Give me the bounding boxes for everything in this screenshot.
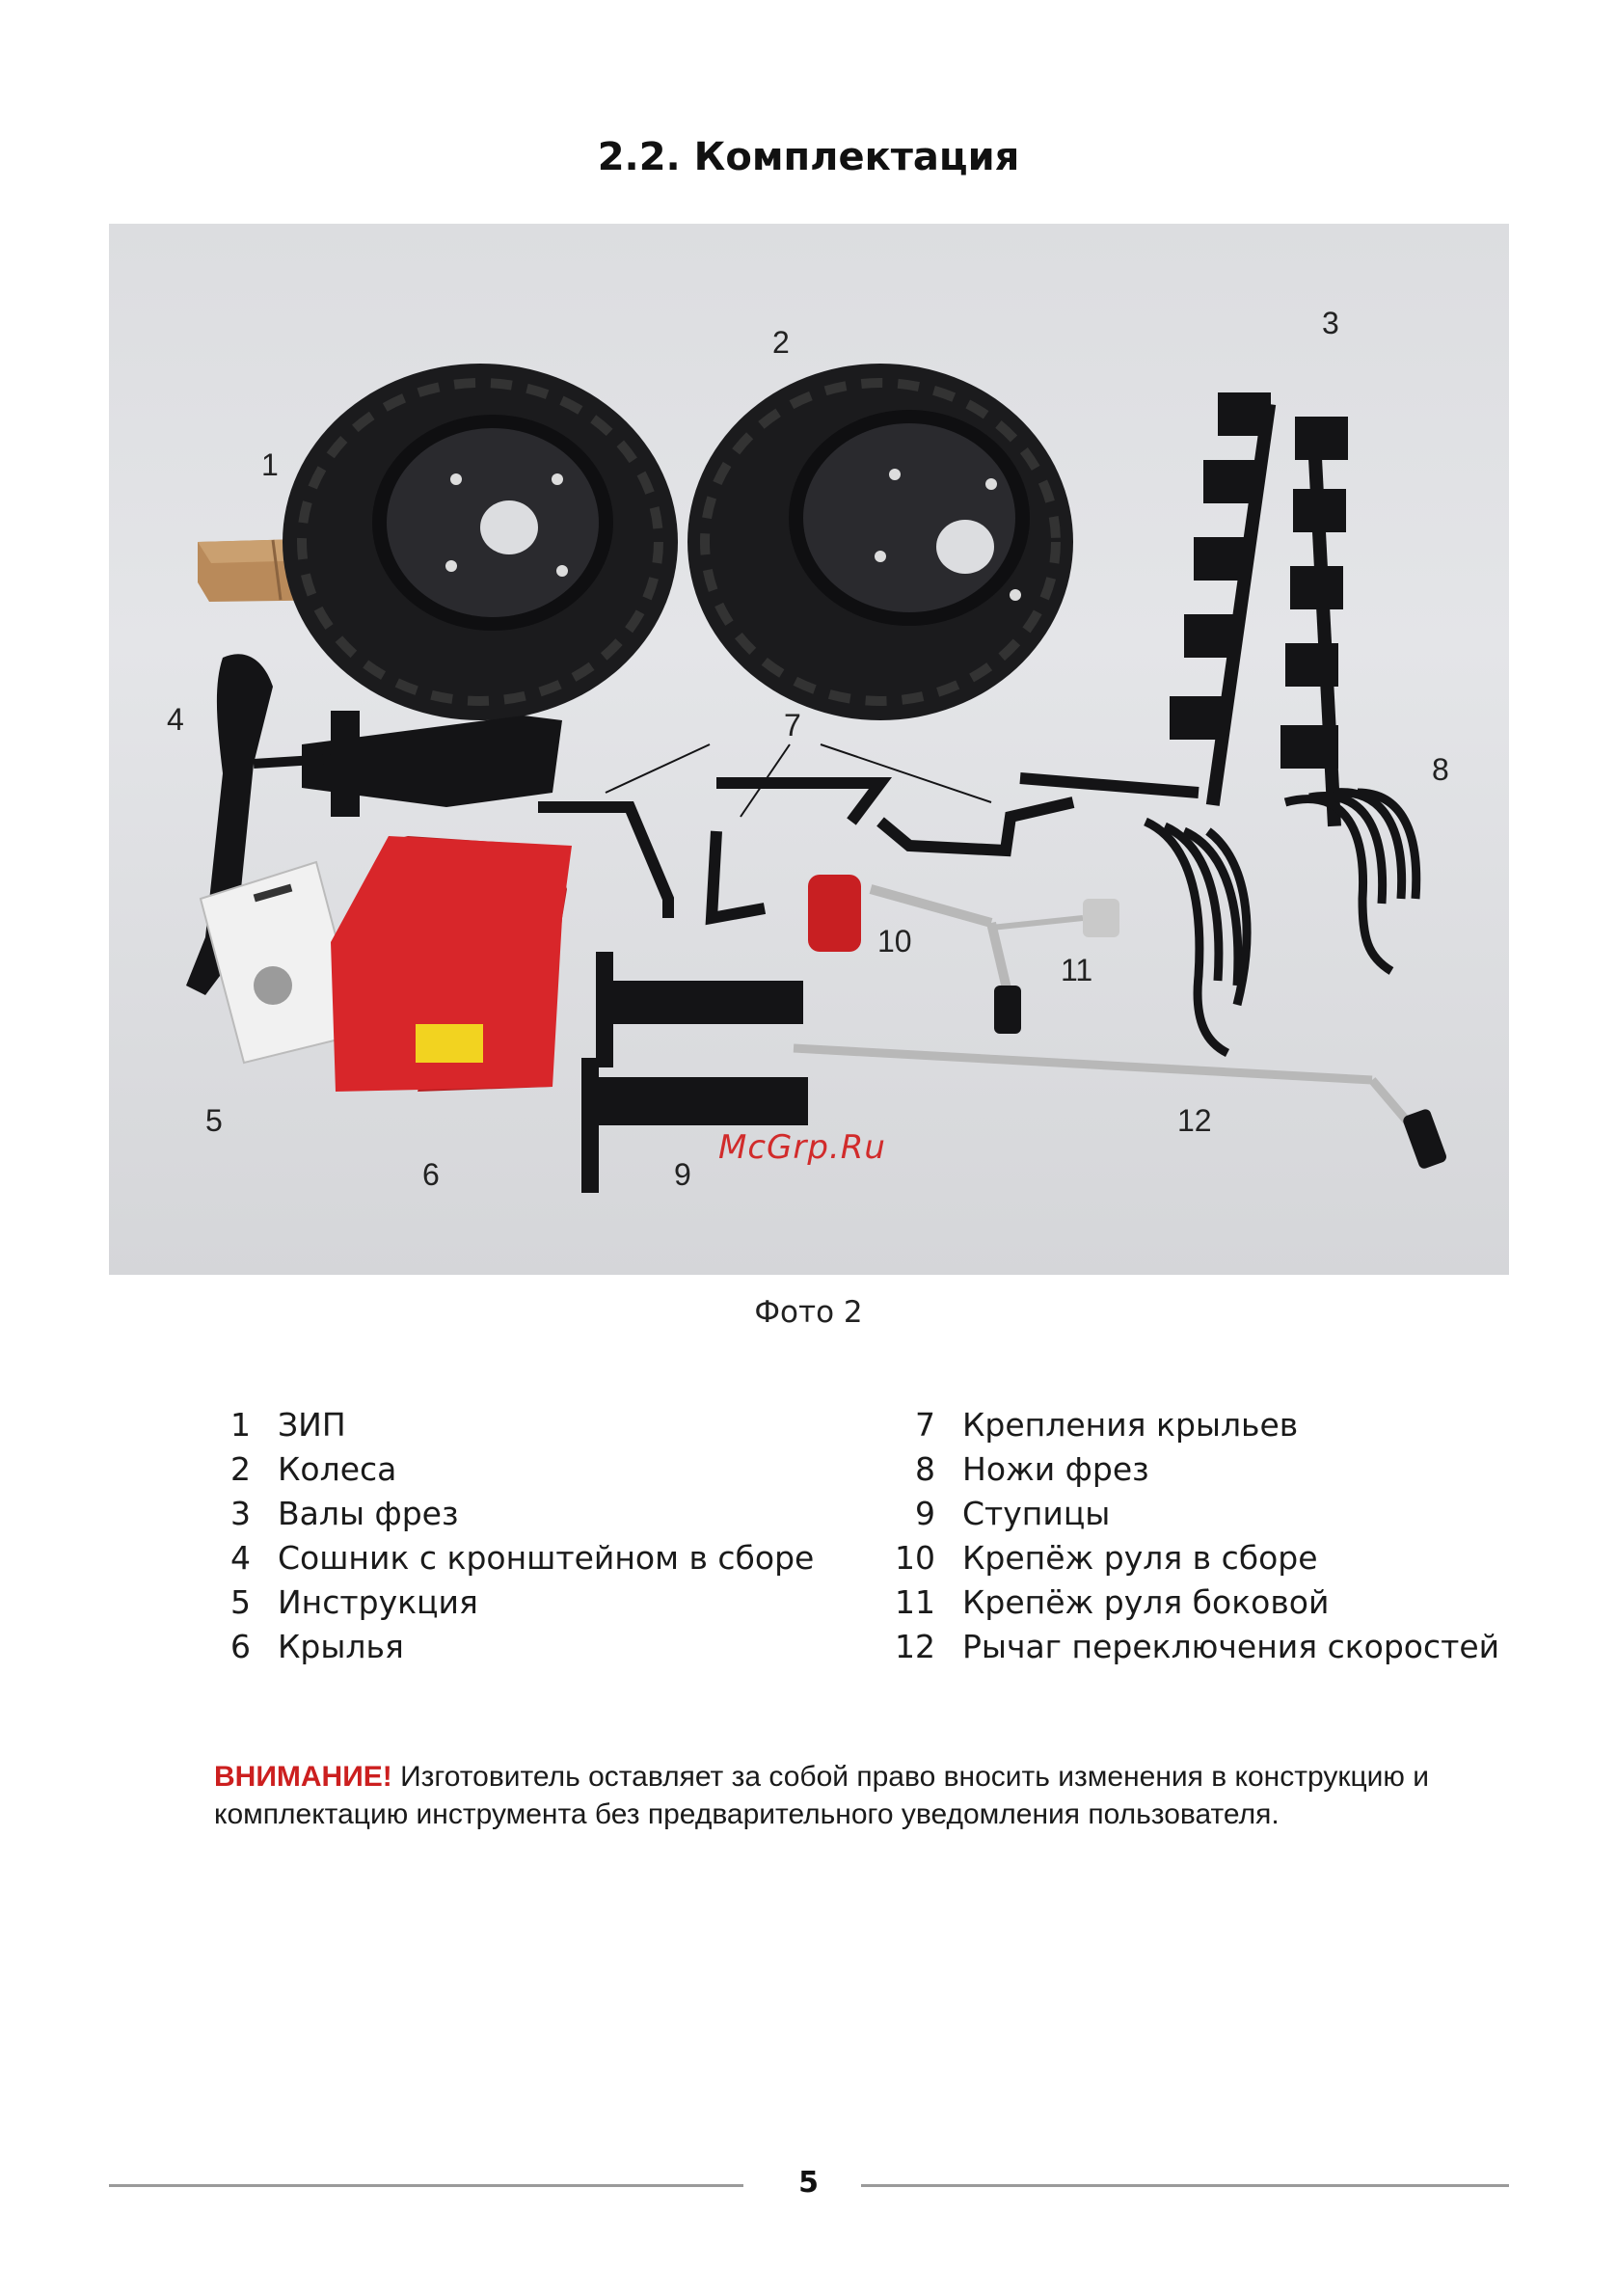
page-number: 5 (798, 2166, 819, 2200)
list-item (887, 1580, 1499, 1625)
item-number: 3 (230, 1495, 251, 1532)
item-label: Колеса (278, 1450, 397, 1488)
list-item (887, 1492, 1499, 1536)
item-label: Крепления крыльев (962, 1406, 1299, 1444)
list-item (887, 1403, 1499, 1447)
item-number: 8 (915, 1450, 935, 1488)
kit-photo-illustration (109, 224, 1509, 1275)
kit-photo (109, 224, 1509, 1275)
list-item (887, 1447, 1499, 1492)
item-number: 1 (230, 1406, 251, 1444)
callout-12: 12 (1177, 1103, 1212, 1138)
item-label: Инструкция (278, 1583, 478, 1621)
wheel-right (687, 364, 1073, 720)
gear-shift-lever (794, 1048, 1448, 1170)
item-label: Рычаг переключения скоростей (962, 1628, 1500, 1665)
list-item (202, 1580, 814, 1625)
item-number: 11 (895, 1583, 935, 1621)
callout-6: 6 (422, 1157, 440, 1192)
list-item (202, 1447, 814, 1492)
item-number: 6 (230, 1628, 251, 1665)
section-title: 2.2. Комплектация (597, 135, 1020, 179)
item-label: Сошник с кронштейном в сборе (278, 1539, 815, 1577)
components-list-right (887, 1403, 1499, 1669)
footer-rule-right (861, 2184, 1509, 2187)
red-fender (331, 836, 572, 1092)
callout-4: 4 (167, 702, 184, 737)
item-label: Валы фрез (278, 1495, 459, 1532)
callout-1: 1 (261, 447, 279, 482)
callout-11: 11 (1061, 953, 1093, 987)
warning-notice (214, 1758, 1506, 1833)
callout-10: 10 (877, 924, 912, 959)
photo-caption: Фото 2 (754, 1295, 863, 1330)
components-list-left (202, 1403, 814, 1669)
wheel-left (283, 364, 678, 720)
list-item (887, 1536, 1499, 1580)
callout-7: 7 (784, 708, 801, 743)
watermark: McGrp.Ru (718, 1128, 886, 1167)
list-item (202, 1403, 814, 1447)
item-number: 7 (915, 1406, 935, 1444)
item-number: 2 (230, 1450, 251, 1488)
list-item (202, 1492, 814, 1536)
callout-9: 9 (674, 1157, 691, 1192)
item-number: 4 (230, 1539, 251, 1577)
item-number: 10 (895, 1539, 935, 1577)
list-item (202, 1536, 814, 1580)
item-label: Ступицы (962, 1495, 1111, 1532)
warning-text: Изготовитель оставляет за собой право вносить изменения в конструкцию и комплектацию инструмента без предварительного уведомления пользователя. (214, 1761, 1429, 1830)
item-label: Крепёж руля в сборе (962, 1539, 1318, 1577)
list-item (887, 1625, 1499, 1669)
item-label: ЗИП (278, 1406, 346, 1444)
warning-label: ВНИМАНИЕ! (214, 1761, 392, 1793)
item-number: 12 (895, 1628, 935, 1665)
callout-5: 5 (205, 1103, 223, 1138)
side-bracket (991, 899, 1119, 937)
item-number: 5 (230, 1583, 251, 1621)
tiller-blades (1145, 793, 1416, 1053)
list-item (202, 1625, 814, 1669)
item-label: Ножи фрез (962, 1450, 1149, 1488)
item-label: Крылья (278, 1628, 404, 1665)
item-number: 9 (915, 1495, 935, 1532)
item-label: Крепёж руля боковой (962, 1583, 1330, 1621)
callout-2: 2 (772, 325, 790, 360)
callout-3: 3 (1322, 306, 1339, 340)
handlebar-bracket (808, 875, 1021, 1034)
tiller-shafts (1170, 392, 1348, 826)
fender-brackets (538, 744, 1199, 918)
callout-8: 8 (1432, 752, 1449, 787)
